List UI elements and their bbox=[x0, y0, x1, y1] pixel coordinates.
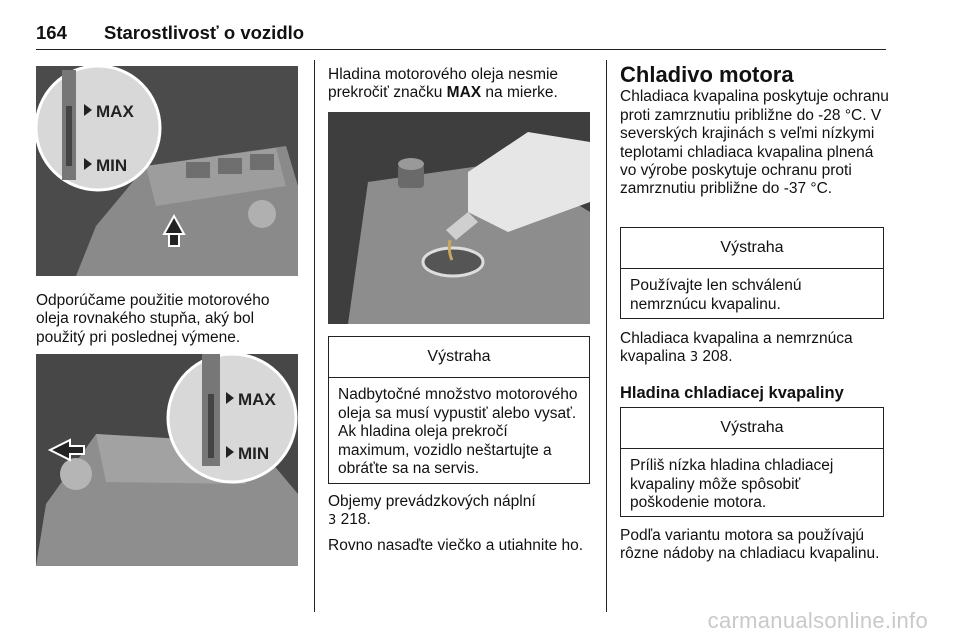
coolant-containers-paragraph: Podľa variantu motora sa používajú rôzne nádoby na chladiacu kvapalinu. bbox=[620, 527, 880, 563]
max-level-paragraph: Hladina motorového oleja nesmie prekročiť značku MAX na mierke. bbox=[328, 66, 559, 102]
max-label: MAX bbox=[96, 102, 134, 121]
min-label: MIN bbox=[96, 156, 128, 175]
antifreeze-warning-box bbox=[620, 227, 884, 319]
header-rule bbox=[36, 49, 886, 50]
column-1-text bbox=[36, 292, 302, 347]
cap-paragraph: Rovno nasaďte viečko a utiahnite ho. bbox=[328, 536, 584, 554]
oil-filling-image bbox=[328, 112, 590, 324]
warning-body: Nadbytočné množstvo motorového oleja sa musí vypustiť alebo vysať. Ak hladina oleja prekročí maximum, vozidlo neštartujte a obráťte sa na servis. bbox=[338, 386, 578, 478]
warning-title: Výstraha bbox=[329, 337, 589, 378]
fill-volumes-paragraph: Objemy prevádzkových náplní 3 218. bbox=[328, 493, 536, 529]
warning-title: Výstraha bbox=[621, 408, 883, 449]
coolant-level-subheading: Hladina chladiacej kvapaliny bbox=[620, 383, 844, 402]
warning-body: Používajte len schválenú nemrznúcu kvapalinu. bbox=[630, 277, 802, 313]
min-label: MIN bbox=[238, 444, 270, 463]
page-reference[interactable]: 208. bbox=[702, 348, 733, 366]
coolant-level-warning-box bbox=[620, 407, 884, 517]
coolant-heading: Chladivo motora bbox=[620, 62, 794, 87]
page-header bbox=[36, 22, 304, 44]
page-number: 164 bbox=[36, 22, 67, 43]
page-title: Starostlivosť o vozidlo bbox=[104, 22, 305, 43]
page-reference[interactable]: 218. bbox=[340, 511, 371, 529]
watermark: carmanualsonline.info bbox=[707, 608, 928, 633]
column-2-intro bbox=[328, 66, 598, 103]
column-3-footer-text bbox=[620, 527, 892, 564]
column-3-text bbox=[620, 62, 892, 199]
oil-warning-box bbox=[328, 336, 590, 484]
page-reference-icon: 3 bbox=[689, 350, 699, 366]
max-label: MAX bbox=[238, 390, 276, 409]
column-divider-1 bbox=[314, 60, 315, 612]
engine-dipstick-image-2 bbox=[36, 354, 298, 566]
column-2-text bbox=[328, 493, 598, 555]
warning-title: Výstraha bbox=[621, 228, 883, 269]
coolant-intro: Chladiaca kvapalina poskytuje ochranu proti zamrznutiu približne do -28 °C. V severských krajinách s veľmi nízkymi teplotami chladiaca kvapalina plnená vo výrobe poskytuje ochranu proti zamrznutiu približne do -37 °C. bbox=[620, 88, 889, 198]
coolant-antifreeze-paragraph: Chladiaca kvapalina a nemrznúca kvapalina 3 208. bbox=[620, 330, 853, 366]
page-reference-icon: 3 bbox=[328, 513, 337, 529]
warning-body: Príliš nízka hladina chladiacej kvapaliny môže spôsobiť poškodenie motora. bbox=[630, 457, 834, 512]
coolant-reference-block bbox=[620, 330, 892, 402]
engine-dipstick-image-1 bbox=[36, 66, 298, 276]
column-divider-2 bbox=[606, 60, 607, 612]
oil-grade-paragraph: Odporúčame použitie motorového oleja rovnakého stupňa, aký bol použitý pri poslednej výmene. bbox=[36, 292, 270, 346]
max-bold-label: MAX bbox=[446, 84, 482, 102]
